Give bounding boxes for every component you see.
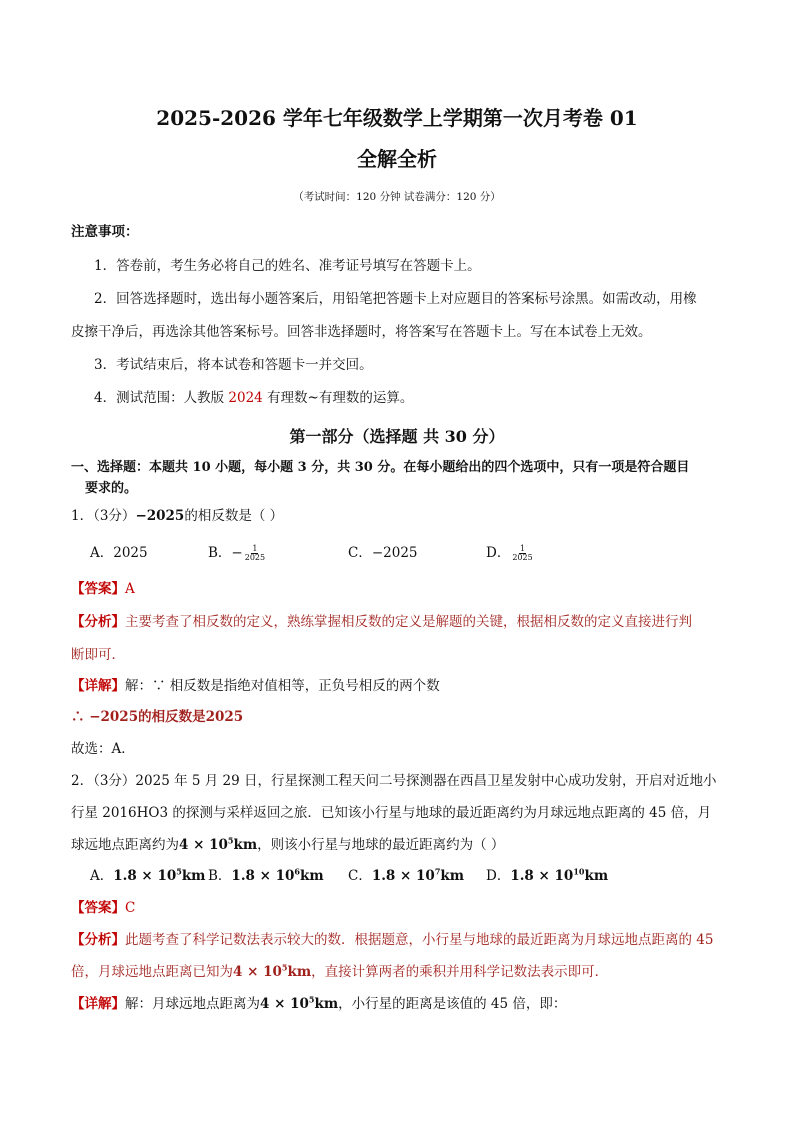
q2-stem-cont2: 球远地点距离约为$4 \times 10^5km$，则该小行星与地球的最近距离约为（ ） <box>71 835 505 853</box>
section-instruction-cont: 要求的。 <box>85 481 138 496</box>
note-item-1: 1．答卷前，考生务必将自己的姓名、准考证号填写在答题卡上。 <box>94 258 481 274</box>
q2-answer: 【答案】C <box>71 900 136 916</box>
q1-option-b: B．− $\frac{1}{2025}$ <box>208 544 266 562</box>
q1-option-d: D． $\frac{1}{2025}$ <box>486 544 533 562</box>
q1-option-c: C．−2025 <box>348 545 418 561</box>
q1-detail-conclusion: ∴ −2025的相反数是2025 <box>71 709 244 725</box>
q2-option-a: A．$1.8 \times 10^5km$ <box>90 866 206 884</box>
note-item-3: 3．考试结束后，将本试卷和答题卡一并交回。 <box>94 357 373 373</box>
q2-stem: 2．（3分）2025 年 5 月 29 日，行星探测工程天问二号探测器在西昌卫星发射中心成功发射，开启对近地小 <box>71 773 717 789</box>
note-item-2-cont: 皮擦干净后，再选涂其他答案标号。回答非选择题时，将答案写在答题卡上。写在本试卷上无效。 <box>71 324 652 340</box>
distance-value: $4 \times 10^5km$ <box>179 835 258 853</box>
q2-analysis: 【分析】此题考查了科学记数法表示较大的数．根据题意，小行星与地球的最近距离为月球远地点距离的 45 <box>71 932 714 948</box>
distance-value: $4 \times 10^5km$ <box>260 994 339 1012</box>
scope-year: 2024 <box>228 390 263 406</box>
q1-answer: 【答案】A <box>71 581 135 597</box>
q2-option-c: C．$1.8 \times 10^7km$ <box>348 866 465 884</box>
q1-analysis-cont: 断即可． <box>71 647 125 663</box>
distance-value: $4 \times 10^5km$ <box>233 962 312 980</box>
q2-detail: 【详解】解：月球远地点距离为$4 \times 10^5km$，小行星的距离是该值的 45 倍，即： <box>71 994 567 1012</box>
q1-option-a: A．2025 <box>90 545 148 561</box>
page-title: 2025-2026 学年七年级数学上学期第一次月考卷 01 <box>156 106 638 130</box>
q2-option-d: D．$1.8 \times 10^{10}km$ <box>486 866 609 884</box>
q2-option-b: B．$1.8 \times 10^6km$ <box>208 866 324 884</box>
exam-info: （考试时间：120 分钟 试卷满分：120 分） <box>293 191 501 203</box>
q2-analysis-cont: 倍，月球远地点距离已知为$4 \times 10^5km$，直接计算两者的乘积并用科学记数法表示即可． <box>71 962 609 980</box>
note-item-2: 2．回答选择题时，选出每小题答案后，用铅笔把答题卡上对应题目的答案标号涂黑。如需改动，用橡 <box>94 291 697 307</box>
note-item-4: 4．测试范围：人教版 2024 有理数~有理数的运算。 <box>94 390 414 406</box>
q1-analysis: 【分析】主要考查了相反数的定义，熟练掌握相反数的定义是解题的关键，根据相反数的定义直接进行判 <box>71 614 692 630</box>
page-subtitle: 全解全析 <box>357 147 437 171</box>
section-instruction: 一、选择题：本题共 10 小题，每小题 3 分，共 30 分。在每小题给出的四个选项中，只有一项是符合题目 <box>71 460 690 475</box>
q2-stem-cont: 行星 2016HO3 的探测与采样返回之旅．已知该小行星与地球的最近距离约为月球远地点距离的 45 倍，月 <box>71 805 712 821</box>
fraction: $\frac{1}{2025}$ <box>244 544 266 562</box>
q1-stem: 1．（3分）−2025的相反数是（ ） <box>71 508 284 524</box>
fraction: $\frac{1}{2025}$ <box>512 544 533 562</box>
section-title: 第一部分（选择题 共 30 分） <box>289 427 505 446</box>
q1-choose: 故选：A． <box>71 741 135 757</box>
notes-heading: 注意事项： <box>71 224 139 240</box>
q1-detail: 【详解】解：∵ 相反数是指绝对值相等，正负号相反的两个数 <box>71 678 440 694</box>
